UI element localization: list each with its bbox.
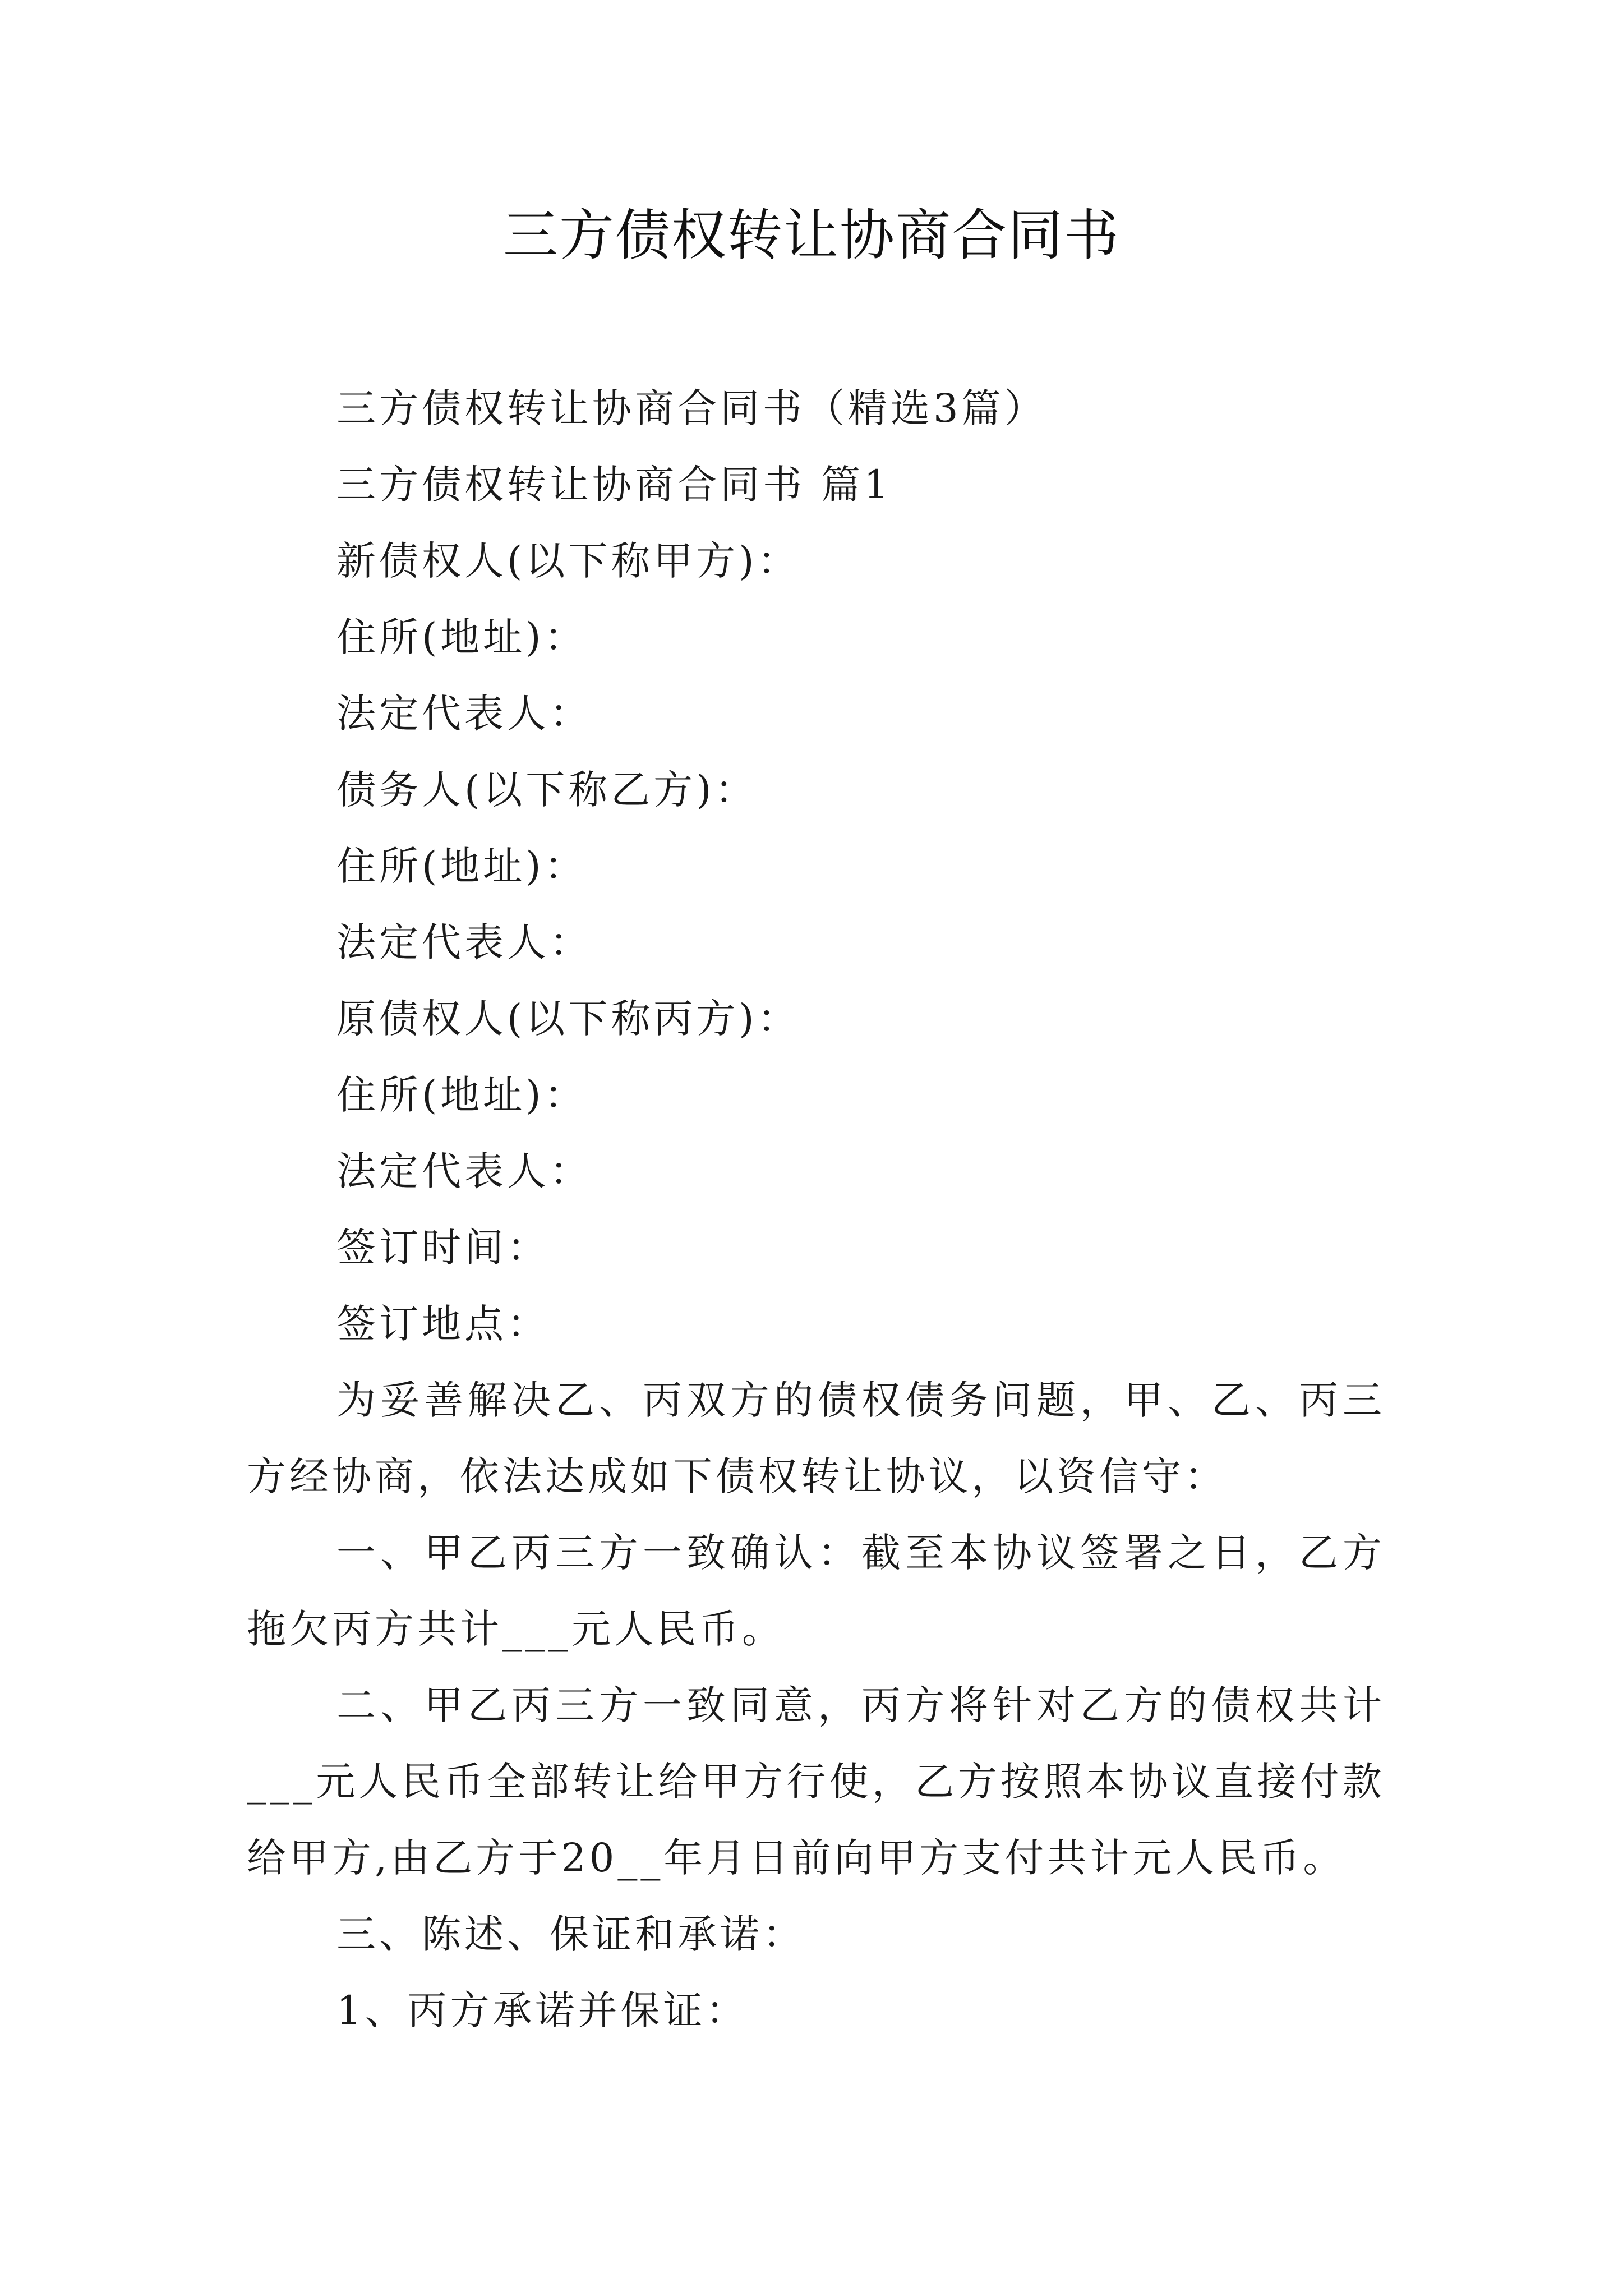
party-b-representative: 法定代表人： [336, 919, 592, 965]
section-heading: 三方债权转让协商合同书 篇1 [336, 462, 892, 508]
party-c-representative: 法定代表人： [336, 1148, 592, 1194]
party-a-label: 新债权人(以下称甲方)： [336, 538, 800, 584]
party-a-representative: 法定代表人： [336, 691, 592, 737]
clause-two: 二、甲乙丙三方一致同意，丙方将针对乙方的债权共计___元人民币全部转让给甲方行使，乙方按照本协议直接付款给甲方,由乙方于20__年月日前向甲方支付共计元人民币。 [247, 1682, 1385, 1881]
party-b-address: 住所(地址)： [336, 843, 587, 889]
signing-time: 签订时间： [336, 1225, 550, 1271]
preamble-paragraph: 为妥善解决乙、丙双方的债权债务问题，甲、乙、丙三方经协商，依法达成如下债权转让协议，以资信守： [247, 1377, 1385, 1499]
document-body [247, 370, 1385, 2049]
document-title: 三方债权转让协商合同书 [502, 204, 1120, 268]
party-b-label: 债务人(以下称乙方)： [336, 767, 758, 813]
clause-three-item-one: 1、丙方承诺并保证： [336, 1987, 749, 2033]
party-c-label: 原债权人(以下称丙方)： [336, 996, 800, 1042]
subtitle-selection: 三方债权转让协商合同书（精选3篇） [336, 385, 1047, 431]
clause-three-heading: 三、陈述、保证和承诺： [336, 1911, 805, 1957]
party-a-address: 住所(地址)： [336, 614, 587, 660]
party-c-address: 住所(地址)： [336, 1072, 587, 1118]
signing-place: 签订地点： [336, 1301, 550, 1347]
clause-one: 一、甲乙丙三方一致确认：截至本协议签署之日，乙方拖欠丙方共计___元人民币。 [247, 1530, 1385, 1652]
